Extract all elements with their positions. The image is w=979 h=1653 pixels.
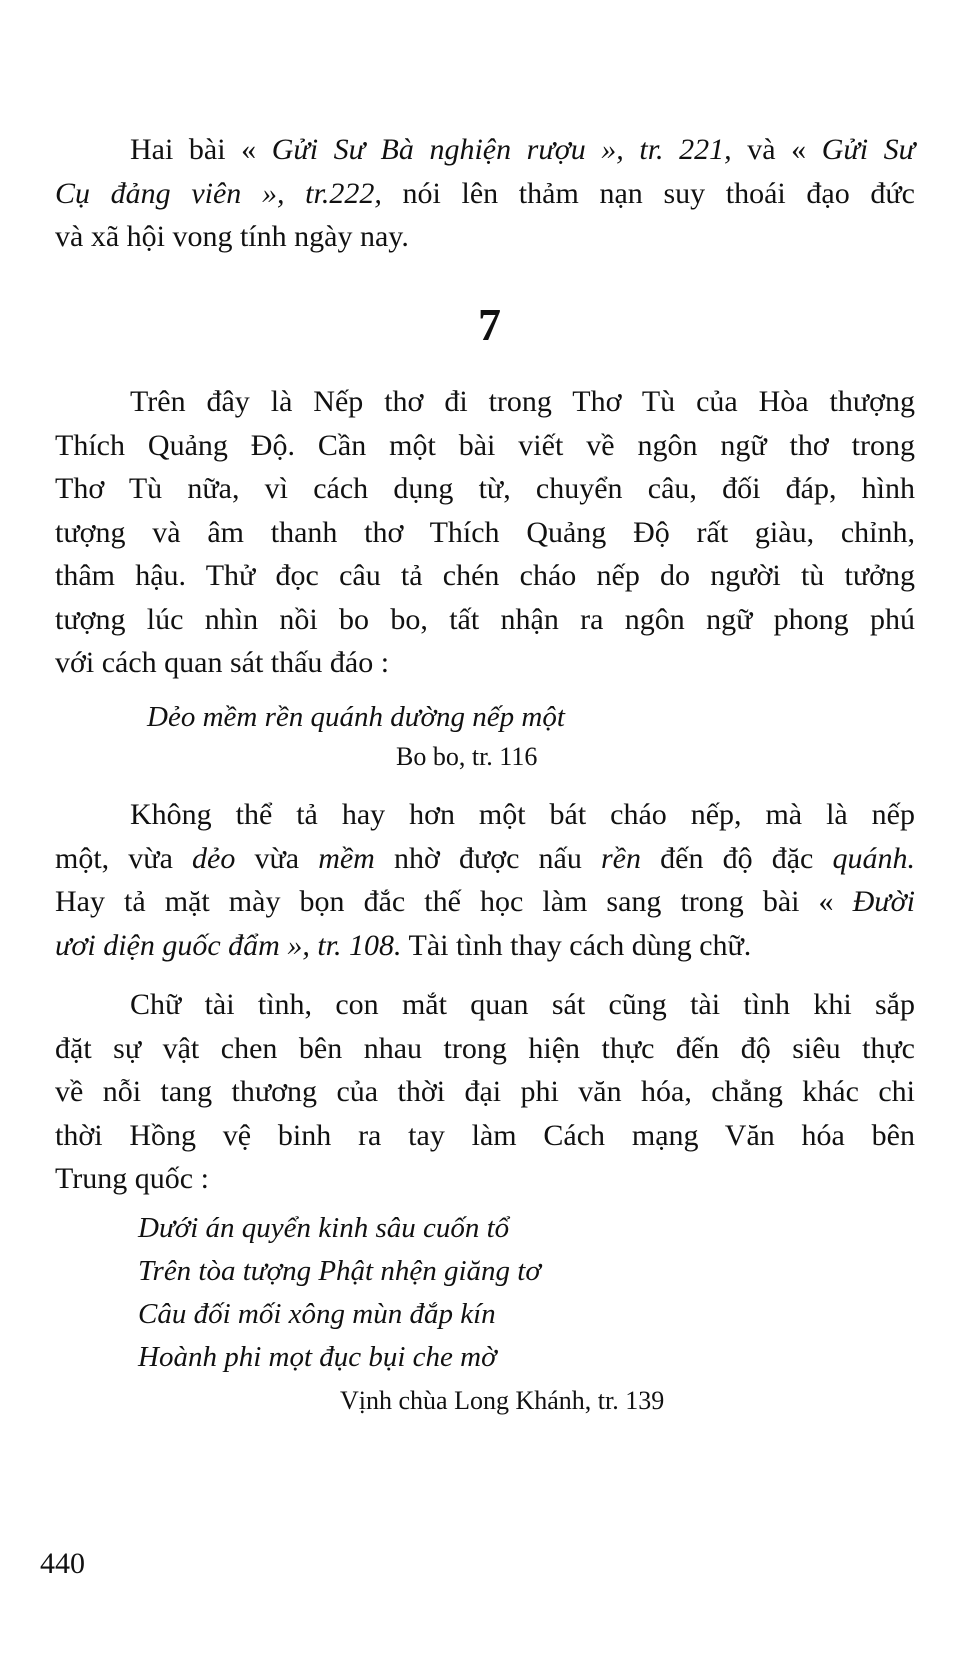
- verse-line: Hoành phi mọt đục bụi che mờ: [138, 1341, 497, 1373]
- text-run: vừa: [235, 841, 319, 875]
- italic-run: Đười: [852, 885, 915, 918]
- text-line: [55, 983, 915, 1027]
- text-run: đặt sự vật chen bên nhau trong hiện thực đến độ siêu thực: [55, 1031, 915, 1065]
- text-line: [55, 924, 915, 968]
- italic-run: ươi diện guốc đẩm », tr. 108.: [55, 928, 402, 962]
- text-line: [55, 641, 915, 685]
- paragraph-1: [55, 128, 915, 259]
- italic-run: rền: [601, 841, 641, 875]
- quote-1-citation: Bo bo, tr. 116: [396, 742, 538, 771]
- paragraph-2: [55, 380, 915, 685]
- verse-line: Dẻo mềm rền quánh dường nếp một: [147, 701, 565, 733]
- italic-run: quánh.: [832, 841, 915, 875]
- text-run: tượng và âm thanh thơ Thích Quảng Độ rất giàu, chỉnh,: [55, 515, 915, 549]
- text-run: với cách quan sát thấu đáo :: [55, 646, 390, 679]
- text-line: [55, 1157, 915, 1201]
- text-run: nhờ được nấu: [374, 841, 601, 875]
- paragraph-3: [55, 793, 915, 967]
- text-line: [55, 172, 915, 216]
- text-run: Hay tả mặt mày bọn đắc thế học làm sang trong bài «: [55, 885, 853, 918]
- text-run: Trên đây là Nếp thơ đi trong Thơ Tù của Hòa thượng: [130, 385, 915, 418]
- text-run: thâm hậu. Thử đọc câu tả chén cháo nếp do người tù tưởng: [55, 559, 915, 592]
- text-line: [55, 467, 915, 511]
- text-line: [55, 598, 915, 642]
- text-run: Chữ tài tình, con mắt quan sát cũng tài tình khi sắp: [130, 988, 915, 1021]
- text-line: [55, 511, 915, 555]
- text-run: Trung quốc :: [55, 1162, 209, 1195]
- text-line: [55, 424, 915, 468]
- text-run: Thơ Tù nữa, vì cách dụng từ, chuyển câu, đối đáp, hình: [55, 472, 915, 505]
- text-run: nói lên thảm nạn suy thoái đạo đức: [381, 176, 915, 210]
- text-run: đến độ đặc: [641, 841, 833, 875]
- text-run: Thích Quảng Độ. Cần một bài viết về ngôn ngữ thơ trong: [55, 428, 915, 462]
- text-line: [55, 880, 915, 924]
- text-run: tượng lúc nhìn nồi bo bo, tất nhận ra ngôn ngữ phong phú: [55, 602, 915, 636]
- paragraph-4: [55, 983, 915, 1201]
- italic-run: mềm: [318, 841, 375, 875]
- chapter-number: 7: [478, 299, 501, 350]
- italic-run: Cụ đảng viên », tr.222,: [55, 176, 382, 210]
- text-run: Hai bài «: [130, 133, 272, 166]
- page-number: 440: [40, 1547, 85, 1580]
- text-run: thời Hồng vệ binh ra tay làm Cách mạng Văn hóa bên: [55, 1118, 915, 1152]
- text-run: một, vừa: [55, 841, 193, 875]
- text-line: [55, 1070, 915, 1114]
- text-line: [55, 793, 915, 837]
- text-line: [55, 1114, 915, 1158]
- quote-2-citation: Vịnh chùa Long Khánh, tr. 139: [340, 1386, 665, 1415]
- italic-run: dẻo: [192, 841, 236, 875]
- text-run: về nỗi tang thương của thời đại phi văn hóa, chẳng khác chi: [55, 1075, 915, 1108]
- text-run: và xã hội vong tính ngày nay.: [55, 220, 409, 253]
- quote-2-verse: [138, 1207, 541, 1379]
- text-line: [55, 380, 915, 424]
- text-line: [55, 837, 915, 881]
- text-line: [55, 554, 915, 598]
- text-run: Tài tình thay cách dùng chữ.: [401, 928, 752, 962]
- text-run: và «: [731, 133, 822, 166]
- verse-line: Câu đối mối xông mùn đắp kín: [138, 1298, 496, 1330]
- text-line: [55, 128, 915, 172]
- text-line: [55, 1027, 915, 1071]
- text-line: [55, 215, 915, 259]
- verse-line: Dưới án quyển kinh sâu cuốn tổ: [138, 1212, 510, 1244]
- quote-1-verse: [147, 696, 565, 739]
- italic-run: Gửi Sư: [821, 133, 915, 166]
- italic-run: Gửi Sư Bà nghiện rượu », tr. 221,: [271, 133, 732, 166]
- text-run: Không thể tả hay hơn một bát cháo nếp, mà là nếp: [130, 798, 915, 831]
- verse-line: Trên tòa tượng Phật nhện giăng tơ: [138, 1255, 541, 1287]
